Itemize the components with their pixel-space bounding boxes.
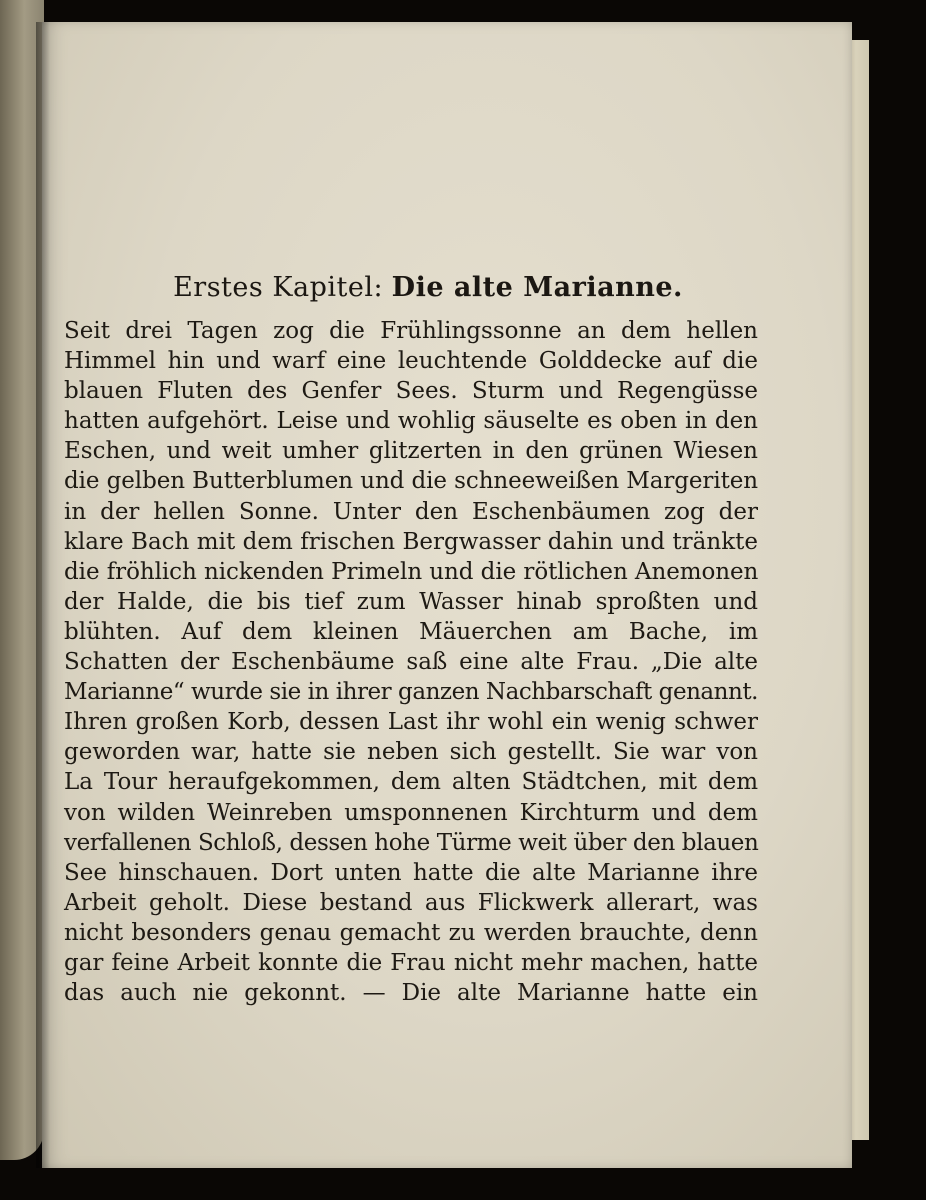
text-line: Himmel hin und warf eine leuchtende Golddecke auf die [64, 348, 758, 375]
text-line: Schatten der Eschenbäume saß eine alte Frau. „Die alte [64, 649, 758, 676]
text-line: von wilden Weinreben umsponnenen Kirchturm und dem [64, 799, 758, 826]
body-text [64, 316, 758, 1008]
text-line: hatten aufgehört. Leise und wohlig säuselte es oben in den [64, 408, 758, 435]
text-line: Ihren großen Korb, dessen Last ihr wohl ein wenig schwer [64, 709, 758, 736]
text-line: Eschen, und weit umher glitzerten in den grünen Wiesen [64, 438, 758, 465]
text-line: geworden war, hatte sie neben sich gestellt. Sie war von [64, 739, 758, 766]
text-line: See hinschauen. Dort unten hatte die alte Marianne ihre [64, 859, 758, 886]
text-line: verfallenen Schloß, dessen hohe Türme weit über den blauen [64, 829, 759, 856]
text-line: Arbeit geholt. Diese bestand aus Flickwerk allerart, was [64, 889, 758, 916]
text-line: Seit drei Tagen zog die Frühlingssonne an dem hellen [64, 318, 758, 344]
text-line: in der hellen Sonne. Unter den Eschenbäumen zog der [64, 498, 758, 525]
text-line: das auch nie gekonnt. — Die alte Marianne hatte ein [64, 980, 758, 1007]
gutter-shadow [36, 22, 50, 1168]
text-line: die gelben Butterblumen und die schneeweißen Margeriten [64, 468, 758, 495]
text-line: gar feine Arbeit konnte die Frau nicht mehr machen, hatte [64, 949, 758, 976]
text-line: La Tour heraufgekommen, dem alten Städtchen, mit dem [64, 769, 758, 796]
text-line: nicht besonders genau gemacht zu werden brauchte, denn [64, 919, 758, 946]
text-line: blühten. Auf dem kleinen Mäuerchen am Bache, im [64, 618, 758, 645]
text-line: Marianne“ wurde sie in ihrer ganzen Nachbarschaft genannt. [64, 679, 758, 706]
text-line: die fröhlich nickenden Primeln und die rötlichen Anemonen [64, 558, 759, 585]
text-line: klare Bach mit dem frischen Bergwasser dahin und tränkte [64, 528, 758, 555]
text-line: der Halde, die bis tief zum Wasser hinab sproßten und [64, 588, 758, 615]
chapter-label: Erstes Kapitel: [173, 272, 384, 303]
chapter-title: Die alte Marianne. [391, 272, 683, 303]
text-line: blauen Fluten des Genfer Sees. Sturm und Regengüsse [64, 378, 758, 405]
chapter-heading [118, 268, 738, 308]
